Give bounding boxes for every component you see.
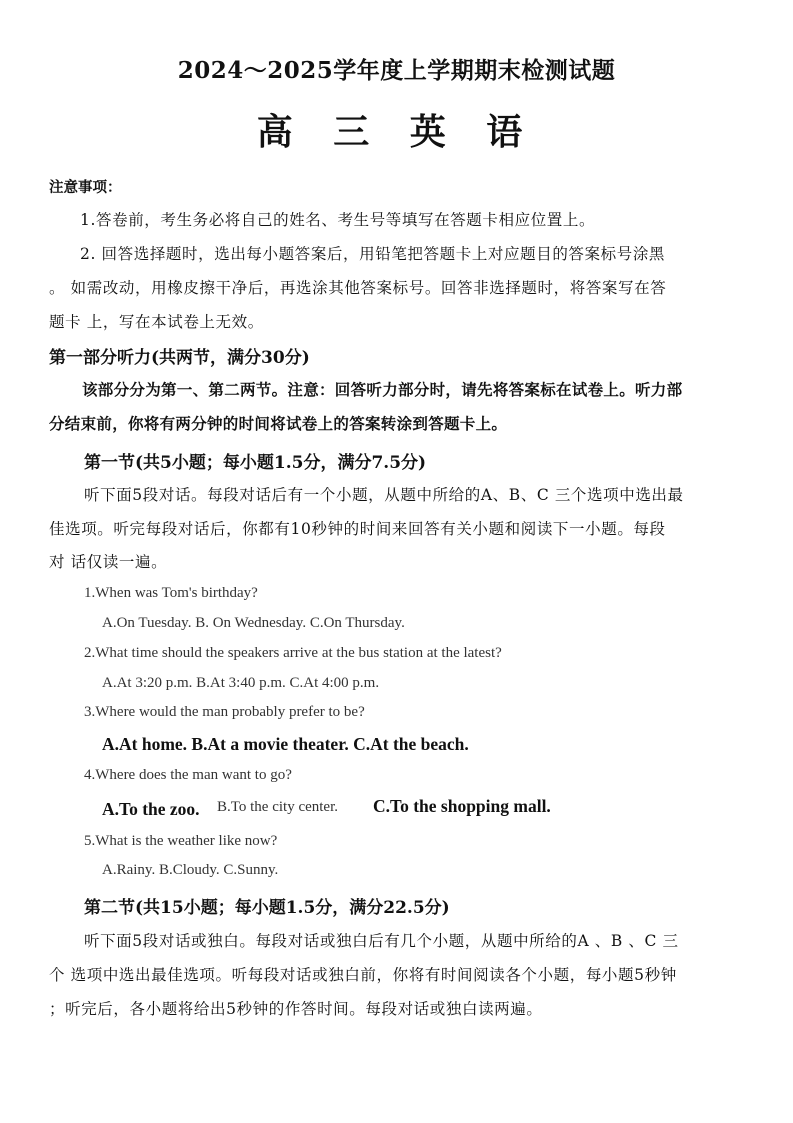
section2-instr-line-1: 听下面5段对话或独白。每段对话或独白后有几个小题，从题中所给的A 、B 、C 三 — [84, 932, 679, 950]
question-1: 1.When was Tom's birthday? — [84, 585, 258, 601]
question-2-options: A.At 3:20 p.m. B.At 3:40 p.m. C.At 4:00 p.m. — [102, 675, 380, 691]
question-4-option-b: B.To the city center. — [217, 799, 338, 815]
question-3: 3.Where would the man probably prefer to be? — [84, 704, 365, 720]
question-3-options: A.At home. B.At a movie theater. C.At the beach. — [102, 734, 469, 754]
note-item-1: 1.答卷前，考生务必将自己的姓名、考生号等填写在答题卡相应位置上。 — [80, 211, 596, 229]
note-item-2-line-3: 题卡 上，写在本试卷上无效。 — [49, 313, 264, 331]
question-4-option-a: A.To the zoo. — [102, 799, 200, 819]
part1-intro-line-1: 该部分分为第一、第二两节。注意：回答听力部分时，请先将答案标在试卷上。听力部 — [82, 380, 683, 399]
subject-title: 高 三 英 语 — [256, 111, 537, 153]
section2-heading: 第二节(共15小题；每小题1.5分，满分22.5分) — [84, 898, 450, 918]
question-4-option-c: C.To the shopping mall. — [373, 796, 551, 816]
section2-instr-line-3: ；听完后，各小题将给出5秒钟的作答时间。每段对话或独白读两遍。 — [49, 1000, 543, 1018]
part1-intro-line-2: 分结束前，你将有两分钟的时间将试卷上的答案转涂到答题卡上。 — [49, 414, 508, 433]
notes-heading: 注意事项： — [49, 179, 122, 196]
note-item-2-line-1: 2. 回答选择题时，选出每小题答案后，用铅笔把答题卡上对应题目的答案标号涂黑 — [80, 245, 666, 263]
section1-instr-line-2: 佳选项。听完每段对话后，你都有10秒钟的时间来回答有关小题和阅读下一小题。每段 — [49, 520, 666, 538]
question-4: 4.Where does the man want to go? — [84, 767, 292, 783]
question-2: 2.What time should the speakers arrive at the bus station at the latest? — [84, 645, 502, 661]
section1-instr-line-3: 对 话仅读一遍。 — [49, 553, 168, 571]
section1-heading: 第一节(共5小题；每小题1.5分，满分7.5分) — [84, 453, 427, 473]
question-1-options: A.On Tuesday. B. On Wednesday. C.On Thursday. — [102, 615, 405, 631]
section2-instr-line-2: 个 选项中选出最佳选项。听每段对话或独白前，你将有时间阅读各个小题，每小题5秒钟 — [49, 966, 677, 984]
part1-heading: 第一部分听力(共两节，满分30分) — [49, 348, 310, 368]
exam-title: 2024～2025学年度上学期期末检测试题 — [177, 57, 616, 84]
question-5: 5.What is the weather like now? — [84, 833, 278, 849]
question-5-options: A.Rainy. B.Cloudy. C.Sunny. — [102, 862, 279, 878]
note-item-2-line-2: 。 如需改动，用橡皮擦干净后，再选涂其他答案标号。回答非选择题时，将答案写在答 — [49, 279, 667, 297]
section1-instr-line-1: 听下面5段对话。每段对话后有一个小题，从题中所给的A、B、C 三个选项中选出最 — [84, 486, 684, 504]
